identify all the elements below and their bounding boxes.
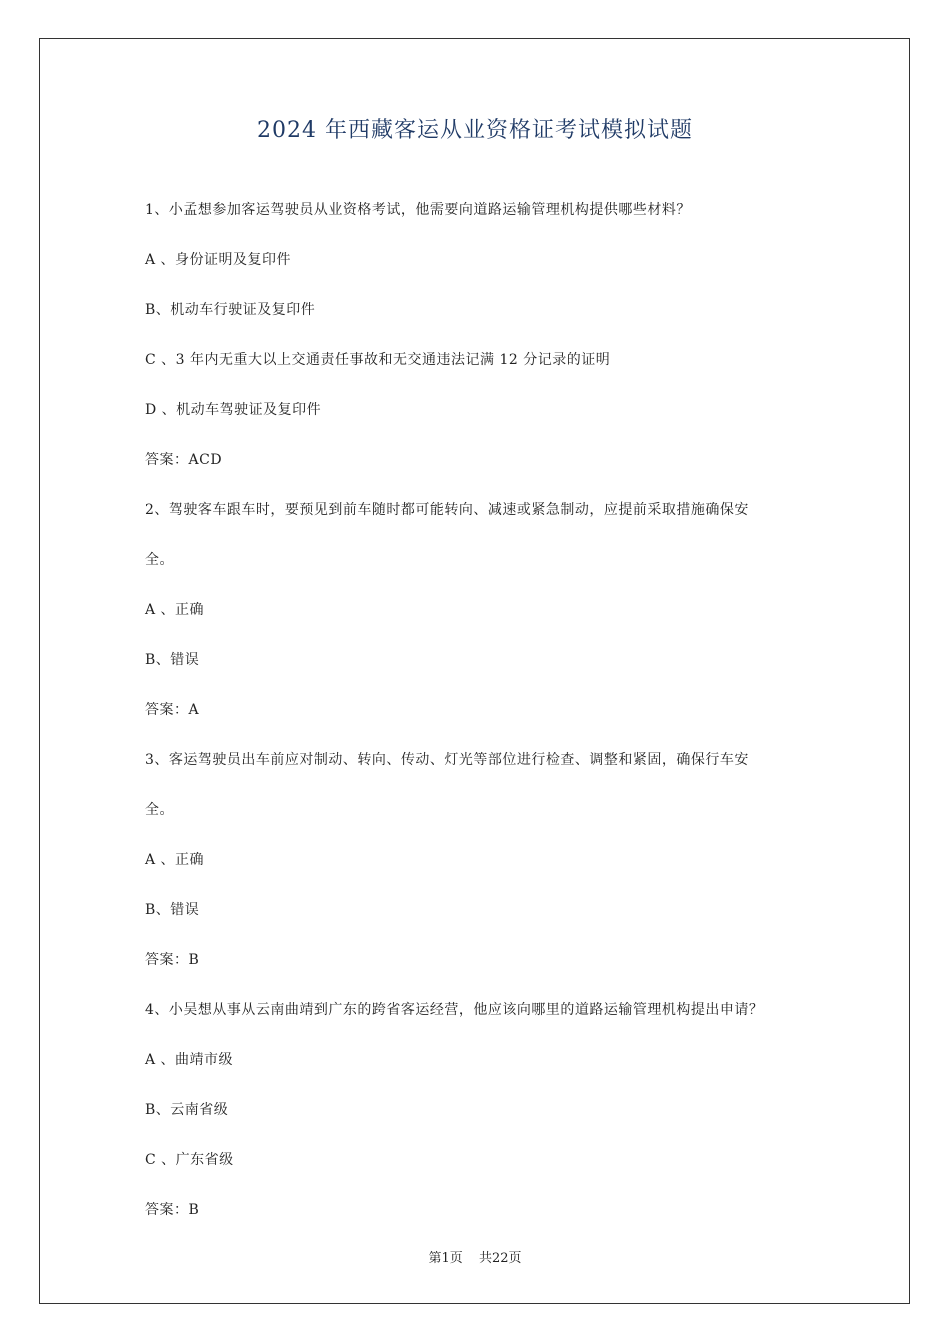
question-4-option-b: B、云南省级 [145,1102,229,1118]
question-2-answer: 答案：A [145,702,200,718]
question-4-option-c: C 、广东省级 [145,1152,234,1168]
question-3-text: 3、客运驾驶员出车前应对制动、转向、传动、灯光等部位进行检查、调整和紧固，确保行车安 [145,752,749,768]
question-3-option-a: A 、正确 [145,852,205,868]
page-total: 共22页 [478,1251,522,1266]
question-1-option-d: D 、机动车驾驶证及复印件 [145,402,322,418]
question-2-option-b: B、错误 [145,652,200,668]
question-2-text: 2、驾驶客车跟车时，要预见到前车随时都可能转向、减速或紧急制动，应提前采取措施确保安 [145,502,749,518]
question-1-answer: 答案：ACD [145,452,223,468]
document-title: 2024 年西藏客运从业资格证考试模拟试题 [257,118,693,143]
question-2-option-a: A 、正确 [145,602,205,618]
question-list [145,200,815,1250]
question-1-text: 1、小孟想参加客运驾驶员从业资格考试，他需要向道路运输管理机构提供哪些材料？ [145,202,691,218]
question-3-text-cont: 全。 [145,802,174,818]
page-footer [0,1247,950,1266]
page-number: 第1页 [428,1251,463,1266]
question-3-answer: 答案：B [145,952,200,968]
question-1-option-a: A 、身份证明及复印件 [145,252,292,268]
question-4-text: 4、小吴想从事从云南曲靖到广东的跨省客运经营，他应该向哪里的道路运输管理机构提出申请？ [145,1002,764,1018]
question-1-option-c: C 、3 年内无重大以上交通责任事故和无交通违法记满 12 分记录的证明 [145,352,611,368]
question-2-text-cont: 全。 [145,552,174,568]
question-4-answer: 答案：B [145,1202,200,1218]
question-4-option-a: A 、曲靖市级 [145,1052,234,1068]
question-3-option-b: B、错误 [145,902,200,918]
question-1-option-b: B、机动车行驶证及复印件 [145,302,316,318]
